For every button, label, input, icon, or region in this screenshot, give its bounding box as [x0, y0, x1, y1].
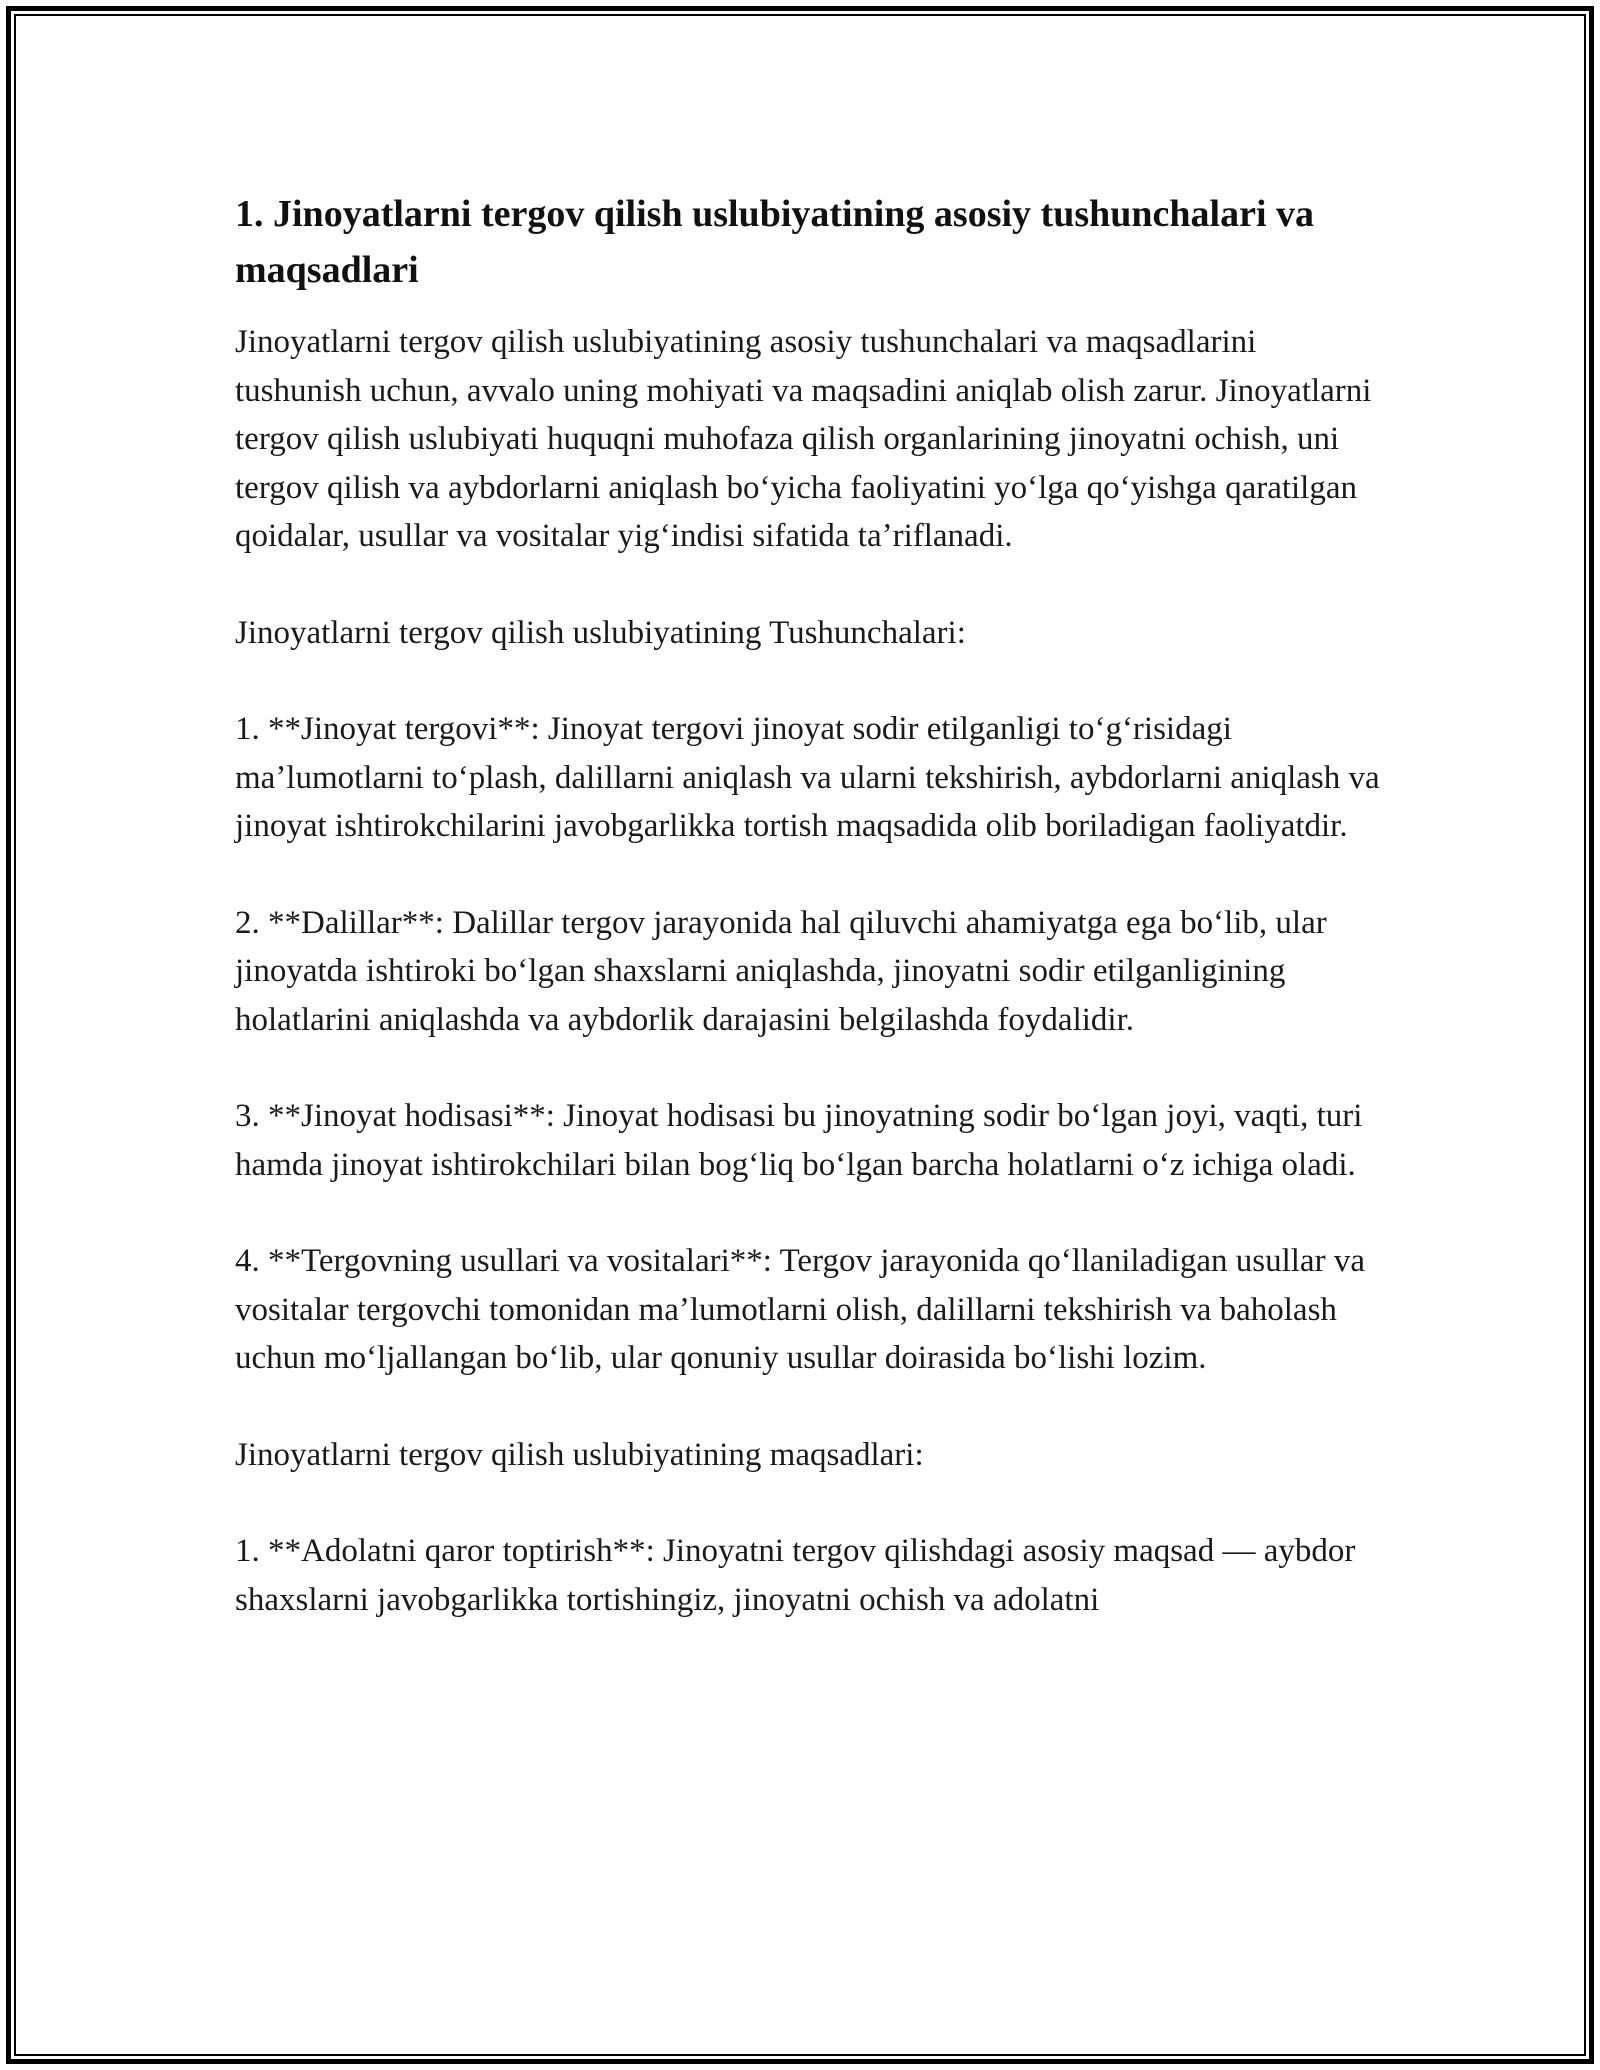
concept-item-1: 1. **Jinoyat tergovi**: Jinoyat tergovi jinoyat sodir etilganligi toʻgʻrisidagi maʼlumotlarni toʻplash, dalillarni aniqlash va ularni tekshirish, aybdorlarni aniqlash va jinoyat ishtirokchilarini javobgarlikka tortish maqsadida olib boriladigan faoliyatdir. — [235, 711, 1380, 844]
concept-item-4: 4. **Tergovning usullari va vositalari**: Tergov jarayonida qoʻllaniladigan usullar va vositalar tergovchi tomonidan maʼlumotlarni olish, dalillarni tekshirish va baholash uchun moʻljallangan boʻlib, ular qonuniy usullar doirasida boʻlishi lozim. — [235, 1243, 1365, 1376]
intro-paragraph: Jinoyatlarni tergov qilish uslubiyatining asosiy tushunchalari va maqsadlarini tushunish uchun, avvalo uning mohiyati va maqsadini aniqlab olish zarur. Jinoyatlarni tergov qilish uslubiyati huquqni muhofaza qilish organlarining jinoyatni ochish, uni tergov qilish va aybdorlarni aniqlash boʻyicha faoliyatini yoʻlga qoʻyishga qaratilgan qoidalar, usullar va vositalar yigʻindisi sifatida taʼriflanadi. — [235, 324, 1372, 554]
concept-item-2: 2. **Dalillar**: Dalillar tergov jarayonida hal qiluvchi ahamiyatga ega boʻlib, ular jinoyatda ishtiroki boʻlgan shaxslarni aniqlashda, jinoyatni sodir etilganligining holatlarini aniqlashda va aybdorlik darajasini belgilashda foydalidir. — [235, 904, 1327, 1038]
goal-item-1: 1. **Adolatni qaror toptirish**: Jinoyatni tergov qilishdagi asosiy maqsad — aybdor shaxslarni javobgarlikka tortishingiz, jinoyatni ochish va adolatni — [235, 1533, 1356, 1618]
concepts-heading-paragraph: Jinoyatlarni tergov qilish uslubiyatining Tushunchalari: — [235, 614, 966, 651]
goals-heading-paragraph: Jinoyatlarni tergov qilish uslubiyatining maqsadlari: — [235, 1436, 924, 1473]
document-body — [235, 186, 1385, 1672]
concept-item-3: 3. **Jinoyat hodisasi**: Jinoyat hodisasi bu jinoyatning sodir boʻlgan joyi, vaqti, turi hamda jinoyat ishtirokchilari bilan bogʻliq boʻlgan barcha holatlarni oʻz ichiga oladi. — [235, 1098, 1363, 1183]
section-heading: 1. Jinoyatlarni tergov qilish uslubiyatining asosiy tushunchalari va maqsadlari — [235, 193, 1315, 291]
